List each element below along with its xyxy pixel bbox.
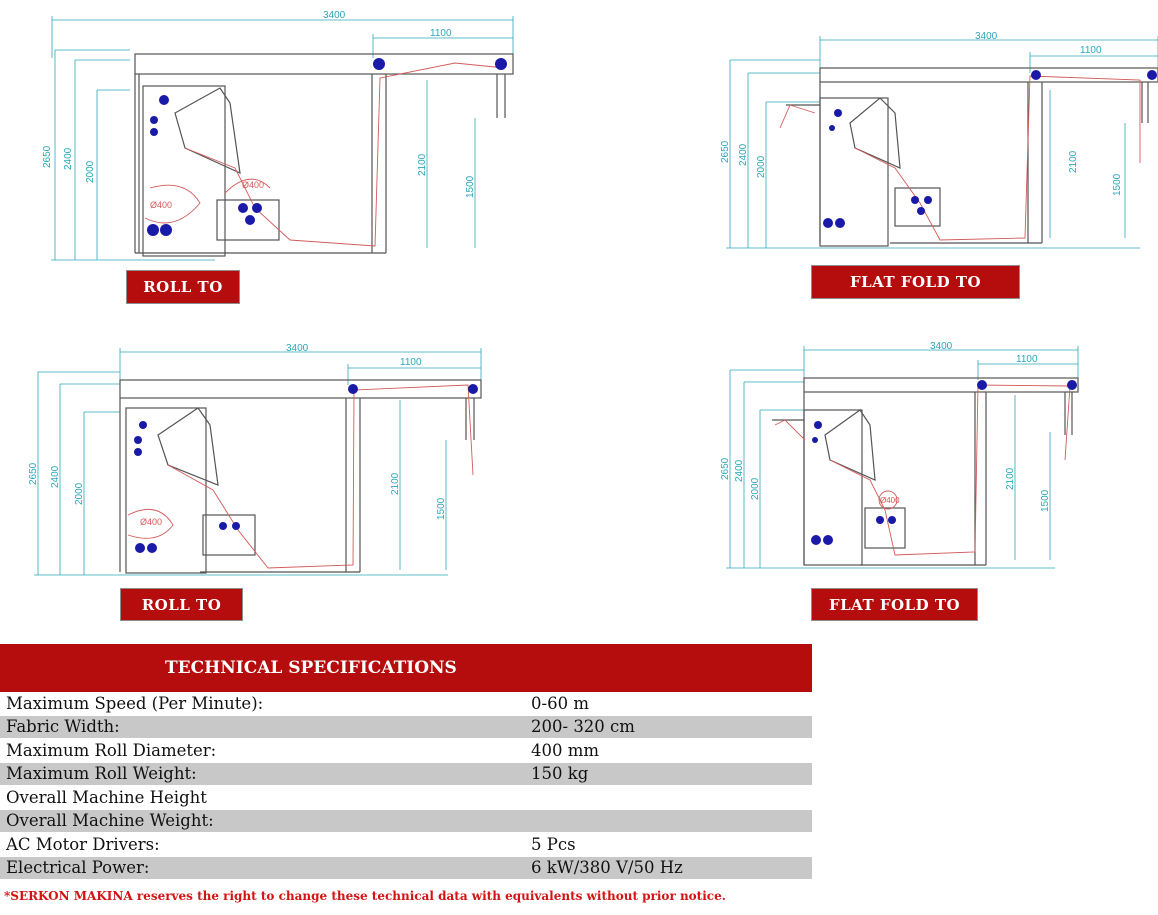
dimension-1500: 1500 [436,497,447,520]
dimension-2100: 2100 [417,153,428,176]
dimension-3400: 3400 [286,343,309,354]
spec-row [0,810,812,834]
spec-label: Electrical Power: [6,858,150,878]
dimension-2100: 2100 [1005,467,1016,490]
roll-to-drawing-1 [35,8,525,268]
dimension-1500: 1500 [1112,173,1123,196]
roll-to-caption-2: ROLL TO [120,588,243,621]
spec-value: 150 kg [531,764,589,784]
spec-label: Overall Machine Height [6,787,207,807]
dimension-1500: 1500 [465,175,476,198]
spec-label: Maximum Roll Weight: [6,764,197,784]
dimension-2000: 2000 [74,482,85,505]
spec-value: 200- 320 cm [531,717,635,737]
dimension-2650: 2650 [720,457,731,480]
dimension-3400: 3400 [975,31,998,42]
spec-label: AC Motor Drivers: [6,834,160,854]
roll-to-caption-1: ROLL TO [126,270,240,304]
roll-diameter-label: Ø400 [150,200,173,210]
specs-title: TECHNICAL SPECIFICATIONS [0,644,812,692]
spec-row [0,786,812,810]
dimension-2400: 2400 [738,143,749,166]
dimension-1100: 1100 [1080,45,1102,56]
spec-row [0,833,812,857]
disclaimer-footnote: *SERKON MAKINA reserves the right to change these technical data with equivalents without prior notice. [4,889,726,903]
dimension-3400: 3400 [930,341,953,352]
flat-fold-to-caption-2: FLAT FOLD TO [811,588,978,621]
roll-diameter-label: Ø400 [140,517,163,527]
dimension-1100: 1100 [400,357,422,368]
dimension-2650: 2650 [720,140,731,163]
flat-fold-to-drawing-1 [720,28,1158,258]
flat-fold-to-caption-1: FLAT FOLD TO [811,265,1020,299]
spec-row [0,692,812,716]
roll-diameter-label: Ø400 [242,180,265,190]
spec-value: 5 Pcs [531,834,576,854]
spec-row [0,763,812,787]
spec-value: 6 kW/380 V/50 Hz [531,858,683,878]
spec-row [0,739,812,763]
dimension-2650: 2650 [42,145,53,168]
dimension-2100: 2100 [390,472,401,495]
spec-label: Overall Machine Weight: [6,811,214,831]
roll-diameter-label: Ø400 [880,496,900,505]
dimension-2000: 2000 [85,160,96,183]
dimension-2650: 2650 [28,462,39,485]
dimension-1100: 1100 [430,28,452,39]
dimension-2100: 2100 [1068,150,1079,173]
spec-value: 400 mm [531,740,600,760]
spec-value: 0-60 m [531,693,589,713]
spec-label: Maximum Speed (Per Minute): [6,693,264,713]
dimension-3400: 3400 [323,10,346,21]
spec-label: Maximum Roll Diameter: [6,740,217,760]
dimension-2400: 2400 [63,147,74,170]
spec-label: Fabric Width: [6,717,120,737]
spec-row [0,857,812,881]
roll-to-drawing-2 [28,340,498,580]
dimension-2400: 2400 [734,459,745,482]
dimension-1100: 1100 [1016,354,1038,365]
dimension-2000: 2000 [756,155,767,178]
spec-row [0,716,812,740]
dimension-2400: 2400 [50,465,61,488]
dimension-2000: 2000 [750,477,761,500]
dimension-1500: 1500 [1040,489,1051,512]
flat-fold-to-drawing-2 [720,340,1100,572]
technical-specifications-table [0,644,812,880]
